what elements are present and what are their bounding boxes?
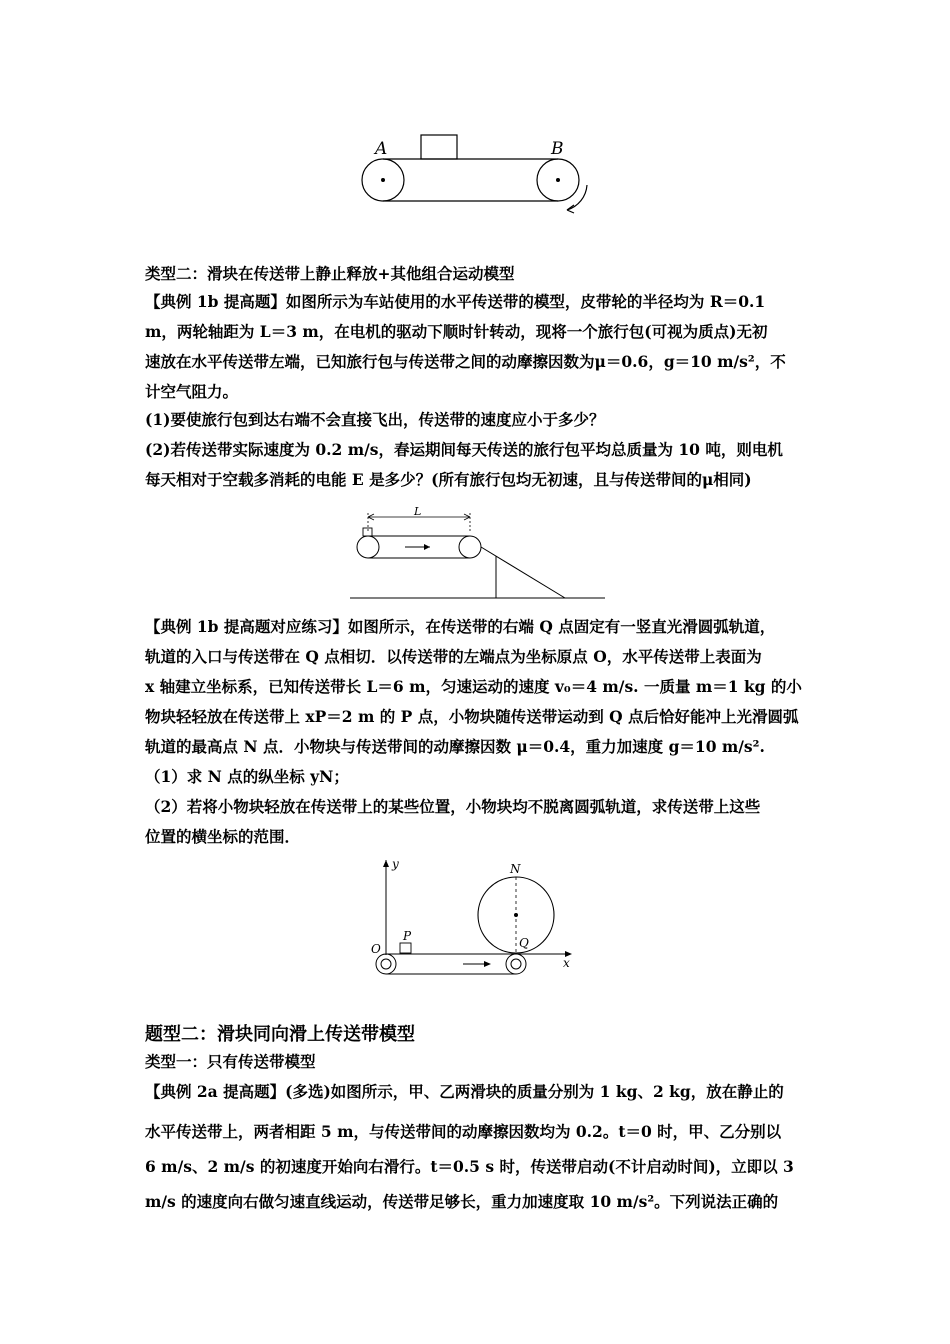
bag bbox=[363, 528, 372, 536]
ex2a-line-2: 6 m/s、2 m/s 的初速度开始向右滑行。t＝0.5 s 时，传送带启动(不计启动时间)，立即以 3 bbox=[145, 1157, 794, 1176]
ex1b-question-2a: (2)若传送带实际速度为 0.2 m/s，春运期间每天传送的旅行包平均总质量为 10 吨，则电机 bbox=[145, 440, 783, 459]
practice-question-2a: （2）若将小物块轻放在传送带上的某些位置，小物块均不脱离圆弧轨道，求传送带上这些 bbox=[145, 797, 761, 816]
practice-line-1: 轨道的入口与传送带在 Q 点相切．以传送带的左端点为坐标原点 O，水平传送带上表面为 bbox=[145, 647, 762, 666]
ex1b-question-2b: 每天相对于空载多消耗的电能 E 是多少？(所有旅行包均无初速，且与传送带间的μ相同) bbox=[145, 470, 752, 489]
type-title-1: 类型二：滑块在传送带上静止释放+其他组合运动模型 bbox=[145, 265, 515, 283]
label-b: B bbox=[551, 139, 564, 159]
ex2a-line-0: 【典例 2a 提高题】(多选)如图所示，甲、乙两滑块的质量分别为 1 kg、2 kg，放在静止的 bbox=[145, 1082, 784, 1101]
label-x: x bbox=[563, 956, 570, 970]
left-pulley-axle bbox=[381, 178, 385, 182]
label-o: O bbox=[371, 942, 381, 956]
section-heading-2: 题型二：滑块同向滑上传送带模型 bbox=[145, 1024, 415, 1045]
conveyor-figure-1 bbox=[355, 130, 595, 215]
label-q: Q bbox=[519, 936, 529, 950]
label-a: A bbox=[375, 139, 388, 159]
practice-line-4: 轨道的最高点 N 点．小物块与传送带间的动摩擦因数 μ＝0.4，重力加速度 g＝10 m/s². bbox=[145, 737, 765, 756]
block-p bbox=[400, 943, 411, 953]
right-pulley-axle bbox=[556, 178, 560, 182]
slope bbox=[481, 547, 565, 598]
ex1b-question-1: (1)要使旅行包到达右端不会直接飞出，传送带的速度应小于多少？ bbox=[145, 410, 605, 429]
ex2a-line-1: 水平传送带上，两者相距 5 m，与传送带间的动摩擦因数均为 0.2。t＝0 时，甲、乙分别以 bbox=[145, 1122, 782, 1141]
label-l: L bbox=[414, 505, 422, 518]
ex2a-line-3: m/s 的速度向右做匀速直线运动，传送带足够长，重力加速度取 10 m/s²。下列说法正确的 bbox=[145, 1192, 779, 1211]
conveyor-figure-3 bbox=[365, 855, 580, 980]
type-title-2: 类型一：只有传送带模型 bbox=[145, 1053, 316, 1071]
ex1b-line-2: 速放在水平传送带左端，已知旅行包与传送带之间的动摩擦因数为μ＝0.6，g＝10 m/s²，不 bbox=[145, 352, 786, 371]
label-y: y bbox=[392, 857, 399, 871]
practice-question-2b: 位置的横坐标的范围． bbox=[145, 827, 301, 846]
label-n: N bbox=[510, 862, 521, 876]
ex1b-line-0: 【典例 1b 提高题】如图所示为车站使用的水平传送带的模型，皮带轮的半径均为 R＝0.1 bbox=[145, 292, 766, 311]
box bbox=[421, 135, 457, 159]
conveyor-figure-2 bbox=[350, 505, 610, 605]
practice-question-1: （1）求 N 点的纵坐标 yN； bbox=[145, 767, 349, 786]
ex1b-line-3: 计空气阻力。 bbox=[145, 382, 239, 401]
practice-line-0: 【典例 1b 提高题对应练习】如图所示，在传送带的右端 Q 点固定有一竖直光滑圆弧轨道， bbox=[145, 617, 776, 636]
practice-line-3: 物块轻轻放在传送带上 xP＝2 m 的 P 点，小物块随传送带运动到 Q 点后恰好能冲上光滑圆弧 bbox=[145, 707, 799, 726]
ex1b-line-1: m，两轮轴距为 L＝3 m，在电机的驱动下顺时针转动，现将一个旅行包(可视为质点)无初 bbox=[145, 322, 768, 341]
practice-line-2: x 轴建立坐标系，已知传送带长 L＝6 m，匀速运动的速度 v₀＝4 m/s. 一质量 m＝1 kg 的小 bbox=[145, 677, 802, 696]
label-p: P bbox=[403, 929, 412, 943]
